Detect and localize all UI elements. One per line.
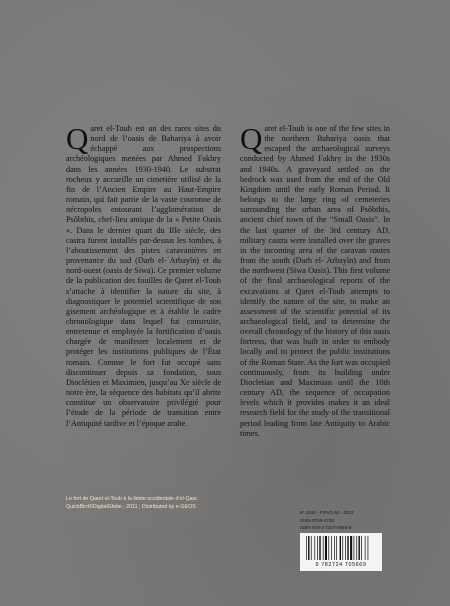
barcode-bars-icon bbox=[300, 533, 382, 563]
barcode-digits: 9 782724 705669 bbox=[315, 562, 367, 568]
french-dropcap: Q bbox=[66, 121, 89, 156]
series-code: IF 1032 - FIFAO 62 - 2012 bbox=[300, 510, 354, 515]
french-summary bbox=[66, 121, 221, 429]
publication-codes bbox=[300, 509, 390, 532]
credit-copyright: QuickBird©DigitalGlobe ; 2011 ; Distributed by e-GEOS bbox=[66, 503, 196, 510]
english-dropcap: Q bbox=[240, 121, 263, 156]
english-summary-text: aret el-Toub is one of the few sites in the northern Bahariya oasis that escaped the archaeological surveys conducted by Ahmed Fakhry in the 1930s and 1940s. A graveyard settled on the bedrock was used from the end of the Old Kingdom until the early Roman Period. It belongs to the large ring of cemeteries surrounding the urban area of Psôbthis, ancient chief town of the “Small Oasis”. In the last quarter of the 3rd century AD, military castra were installed over the graves in the incoming area of the caravan routes from the south (Darb el-ʿArbayîn) and from the northwest (Siwa Oasis). This first volume of the final archaeological reports of the excavations at Qaret el-Toub attempts to identify the nature of the site, to make an assessment of the scientific potential of its archaeological field, and to determine the overall chronology of the history of this oasis fortress, that was built in order to embody locally and to protect the public institutions of the Roman State. As the fort was occupied continuously, from its building under Diocletian and Maximian until the 10th century AD, the sequence of occupation levels which it provides makes it an ideal research field for the study of the transitional period leading from late Antiquity to Arabic times. bbox=[240, 124, 390, 438]
barcode bbox=[300, 533, 382, 571]
isbn-code: ISBN 978-2-7247-0566-9 bbox=[300, 525, 352, 531]
french-summary-text: aret el-Toub est un des rares sites du nord de l’oasis de Bahariya à avoir échappé aux prospections archéologiques menées par Ahmed Fakhry dans les années 1930-1940. Le substrat rocheux y accueille un cimetière utilisé de la fin de l’Ancien Empire au Haut-Empire romain, qui fait partie de la vaste couronne de nécropoles entourant l’agglomération de Psôbthis, chef-lieu antique de la « Petite Oasis ». Dans le dernier quart du IIIe siècle, des castra furent installés par-dessus les tombes, à l’aboutissement des pistes caravanières en provenance du sud (Darb el-ʿArbayîn) et du nord-ouest (oasis de Siwa). Ce premier volume de la publication des fouilles de Qaret el-Toub s’attache à identifier la nature du site, à diagnostiquer le potentiel scientifique de son gisement archéologique et à établir le cadre chronologique dans lequel fut construite, entretenue et employée la fortification d’oasis chargée de manifester localement et de protéger les institutions publiques de l’État romain. Comme le fort fut occupé sans discontinuer depuis sa fondation, sous Dioclétien et Maximien, jusqu’au Xe siècle de notre ère, la séquence des habitats qu’il abrite constitue un observatoire privilégié pour l’étude de la période de transition entre l’Antiquité tardive et l’époque arabe. bbox=[66, 124, 221, 428]
credit-caption: Le fort de Qaret el-Toub à la limite occidentale d’el-Qasr. bbox=[66, 496, 199, 502]
english-summary bbox=[240, 121, 390, 439]
image-credits bbox=[66, 496, 286, 511]
issn-code: ISSN 0768-4703 bbox=[300, 517, 334, 523]
